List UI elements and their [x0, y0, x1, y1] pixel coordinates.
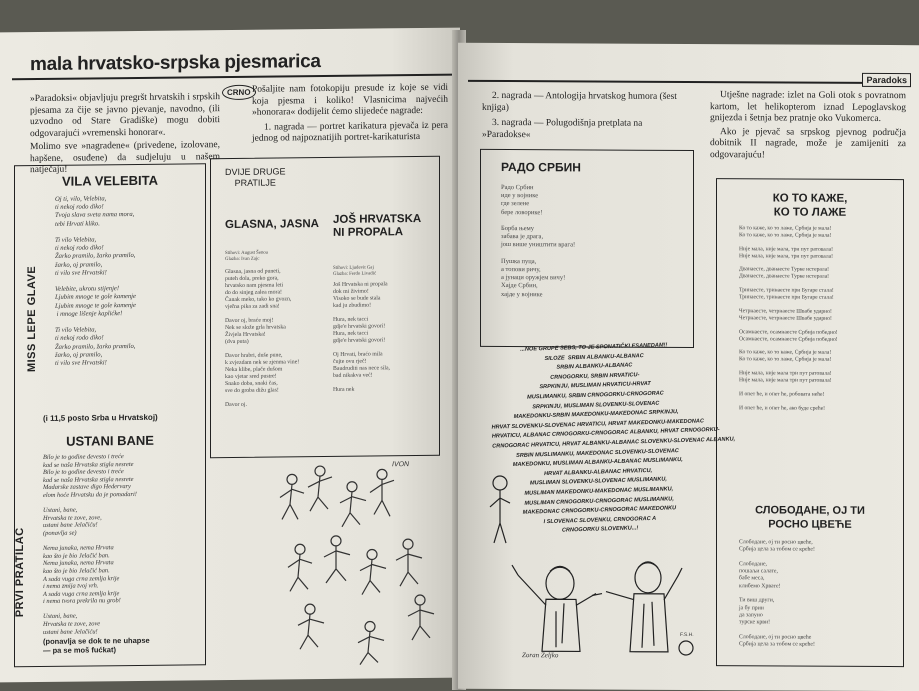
song-lyrics-rado-srbin: Радо Србин иде у војнике где зелене бере ловорике! Борба њему забава је драга, још више уништити врага! Пушка пуца, а топови ричу, а јунаци оружјем вичу! Хајде Србин, хајде у војнике [501, 184, 576, 298]
song-box-center [210, 156, 440, 458]
song-box-ko-to-kaze [716, 178, 904, 667]
intro-column-right [252, 83, 448, 146]
song-title-ustani-bane: USTANI BANE [66, 432, 154, 449]
artist-signature: IVON [392, 461, 410, 469]
song-lyrics-jos-hrvatska: Još Hrvatska ni propala dok mi živimo! Visoko se bude stala kad ju zbudimo! Hura, nek tacci gdje'e hrvatski govori! Hura, nek tacci gdje'e hrvatski govori! Oj Hrvati, braćo mila čujte ovu rječ! Baudruditi nas nece sila, bad nikakva već! Hura nek [333, 281, 390, 393]
crno-logo: CRNO [222, 85, 256, 100]
song-title-slobodane: СЛОБОДАНЕ, ОЈ ТИ РОСНО ЦВЕЋЕ [755, 504, 865, 531]
consolation-column [710, 90, 906, 162]
intro-paragraph-1: »Paradoksi« objavljuju pregršt hrvatskih i srpskih pjesama za čije se javno pjevanje, navodno, (ili uzvodno od Stare Gradiške) mogu dobiti odgovarajući »vremenski honorar«. [30, 92, 220, 139]
page-title: mala hrvatsko-srpska pjesmarica [30, 51, 321, 76]
song-lyrics-ustani-bane: Bilo je to godine devesto i treće kad se naša Hrvatska stigla nesrete Bilo je to godine devesto i treće kad se naša Hrvatska stigla nesrete Madarske zastave digo Hedervary elom hoće Hrvatsku da je pomadari! Ustani, bane, Hrvatska te zove, zove, ustani bane Jelačiću! (ponavlja se) Nema junaka, nema Hrvata kao što je bio Jelačić ban. Nema junaka, nema Hrvata kao što je bio Jelačić ban. A sada vuga crna zemlja krije i nema zmija tvoj vrh. A sada vuga crna zemlja krije i nema tvora prekrila nu grob! Ustani, bane, Hrvatska te zove, zove ustani bane Jelačiću! [43, 453, 137, 636]
song-note-vila-velebita: (i 11,5 posto Srba u Hrvatskoj) [43, 412, 158, 423]
intro-paragraph-3: Pošaljite nam fotokopiju presude iz koje se vidi koja pjesma i koliko! Vlasnicima najvećih »honorara« dodijelit ćemo slijedeće nagrade: [252, 82, 448, 118]
song-lyrics-vila-velebita: Oj ti, vilo, Velebita, ti nekoj rodo diko! Tvoja slava sveta nama mora, tebi Hrvati kliko. Ti vilo Velebita, ti nekoj rodo diko! Žarko pramilo, žarko pramilo, žarko, oj pramilo, ti vilo sve Hrvatski! Velebite, ukrotu stijenje! Ljubim mnoge te gole kamenje Ljubim mnoge te gole kamenje i mnoge lišenje kaplićke! Ti vilo Velebita, ti nekoj rodo diko! Žarko pramilo, žarko pramilo, žarko, oj pramilo, ti vilo sve Hrvatski! [55, 195, 136, 367]
song-title-rado-srbin: РАДО СРБИН [501, 160, 581, 175]
right-page [458, 43, 919, 691]
cartoon-illustration [472, 443, 712, 664]
song-lyrics-glasna-jasna: Glasna, jasna od puneti, puteh dola, preko gora, hrvatsko nam pjesma leti do do sinjeg zalea mora! Čanak meko, tako ko gvozn, vjeřna pika za zadi sna! Davor oj, braće moj! Nek se slože grla hrvatska Živjela Hrvatska! (dva puta) Davor hrabri, duše pune, k zvjezdam nek se zjenma vine! Neka klibe, plače dušom kao vjetar sred pustre! Snako doba, snaki čas, sve do groba dižu glas! Davor oj. [225, 268, 300, 409]
prize-3: 3. nagrada — Polugodišnja pretplata na »Paradokse« [482, 117, 643, 140]
side-label-miss-lepe-glave: MISS LEPE GLAVE [26, 265, 38, 373]
paradoks-badge: Paradoks [862, 73, 911, 87]
song-title-glasna-jasna: GLASNA, JASNA [225, 218, 319, 232]
publisher-logo-icon [679, 641, 693, 655]
intro-paragraph-2: Molimo sve »nagradene« (privedene, izolovane, hapšene, osuđene) da sudjeluju u našem natječaju! [30, 140, 220, 176]
cartoon-credit: Zoran Zeljko [522, 651, 559, 660]
cartoon-speech-bubble: ...NOE GRUPE SEBS, TO JE SPONATIČKI ESANEDAM!! SILOZE SRBIN ALBANKU-ALBANAC SRBIN ALBANKU-ALBANAC CRNOGORKU, SRBIN HRVATICU- SRPKINJU, MUSLIMAN HRVATICU-HRVAT MUSLIMANKU, SRBIN CRNOGORKU-CRNOGORAC SRPKINJU, MUSLIMAN SLOVENKU-SLOVENAC MAKEDONKU-SRBIN MAKEDONKU-MAKEDONAC SRPKINJU, HRVAT SLOVENKU-SLOVENAC HRVATICU, HRVAT MAKEDONKU-MAKEDONAC HRVATICU, ALBANAC CRNOGORKU-CRNOGORAC ALBANKU, HRVAT CRNOGORKU- CRNOGORAC HRVATICU, HRVAT ALBANKU-ALBANAC SLOVENKU-SLOVENAC ALBANKU, SRBIN MUSLIMANKU, MAKEDONAC SLOVENKU-SLOVENAC MAKEDONKU, MUSLIMAN ALBANKU-ALBANAC MUSLIMANKU, HRVAT ALBANKU-ALBANAC HRVATICU, MUSLIMAN SLOVENKU-SLOVENAC MUSLIMANKU, MUSLIMAN MAKEDONKU-MAKEDONAC MUSLIMANKU, MUSLIMAN CRNOGORKU-CRNOGORAC MUSLIMANKU, MAKEDONAC CRNOGORKU-CRNOGORAC MAKEDONKU I SLOVENAC SLOVENKU, CRNOGORAC A CRNOGORKU SLOVENKU...! [491, 342, 736, 534]
song-box-left [14, 163, 206, 667]
song-box-rado-srbin [480, 149, 694, 348]
song-credits-glasna-jasna: Stihovi: August Šenoa Glazba: Ivan Zajc [225, 250, 268, 263]
box-header-dvije-druge-pratilje: DVIJE DRUGE PRATILJE [225, 166, 286, 188]
prize-2: 2. nagrada — Antologija hrvatskog humora (šest knjiga) [482, 90, 677, 113]
consolation-note: Ako je pjevač sa srpskog pjevnog područja dobitnik II nagrade, može je zamijeniti za odgovarajuću! [710, 126, 906, 160]
dancing-figures-illustration [270, 458, 450, 670]
song-title-jos-hrvatska: JOŠ HRVATSKA NI PROPALA [333, 213, 421, 239]
song-lyrics-ko-to-kaze: Ко то каже, ко то лаже, Србија је мала! Ко то каже, ко то лаже, Србија је мала! Није мала, није мала, три пут ратовала! Није мала, није мала, три пут ратовала! Дванаесте, дванаесте Турке истерала! Дванаесте, дванаесте Турке истерала! Тринаесте, тринаесте при Бугаре стала! Тринаесте, тринаесте при Бугаре стала! Четрнаесте, четрнаесте Швабе ударио! Четрнаесте, четрнаесте Швабе ударио! Осамнаесте, осамнаесте Србија победио! Осамнаесте, осамнаесте Србија победио! Ко то каже, ко то каже, Србија је мала! Ко то каже, ко то лаже, Србија је мала! Није мала, није мала три пут ратовала! Није мала, није мала три пут ратовала! И опет ће, и опет ће, робовата неће! И опет ће, и опет ће, ако буде среће! [739, 225, 838, 412]
header-rule [468, 80, 908, 84]
left-page [0, 28, 460, 683]
corner-mark: F.S.H. [680, 631, 694, 639]
song-note-ustani-bane: (ponavlja se dok te ne uhapse — pa se moš fućkat) [43, 635, 150, 655]
song-title-vila-velebita: VILA VELEBITA [61, 172, 159, 189]
consolation-prizes: Utješne nagrade: izlet na Goli otok s povratnom kartom, let helikopterom iznad Lepoglavskog gnijezda i šetnja bez pratnje oko Vukomerca. [710, 90, 906, 125]
song-credits-jos-hrvatska: Stihovi: Ljudevit Gaj Glazba: Ferdo Livadić [333, 265, 377, 277]
intro-paragraph-4: 1. nagrada — portret karikatura pjevača iz pera jednog od najpoznatijih portret-karikaturista [252, 120, 448, 144]
song-title-ko-to-kaze: КО ТО КАЖЕ, КО ТО ЛАЖЕ [772, 192, 848, 219]
song-lyrics-slobodane: Слободане, ој ти росно цвеће, Србија цела за тобом се креће! Слободане, пошаљи салате, бабе меса, клибемо Хрвате! Ти виш други, ја бу прин да запуно турске крви! Слободане, ој ти росно цвеће Србија цела за тобом се креће! [739, 539, 815, 648]
side-label-prvi-pratilac: PRVI PRATILAC [14, 527, 26, 618]
prizes-column [482, 91, 678, 142]
